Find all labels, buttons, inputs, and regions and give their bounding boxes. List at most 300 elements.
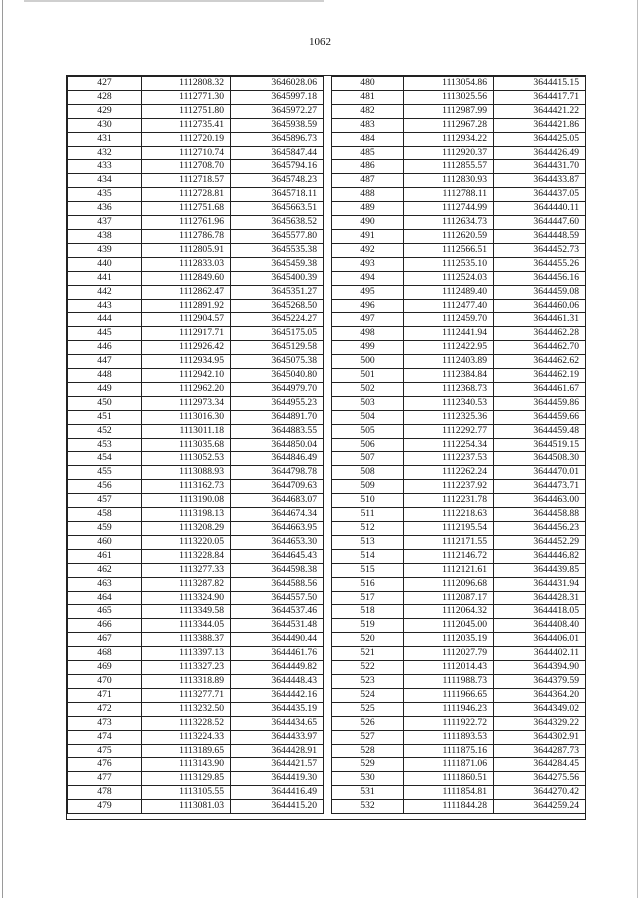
x-coordinate-cell: 1113277.71 [142,688,231,702]
table-row [68,174,324,188]
x-coordinate-cell: 1113287.82 [142,577,231,591]
table-row [68,786,324,800]
y-coordinate-cell: 3644891.70 [231,410,324,424]
x-coordinate-cell: 1113088.93 [142,466,231,480]
y-coordinate-cell: 3644709.63 [231,480,324,494]
point-number-cell: 507 [332,452,404,466]
y-coordinate-cell: 3644462.19 [494,369,586,383]
y-coordinate-cell: 3644446.82 [494,549,586,563]
point-number-cell: 514 [332,549,404,563]
x-coordinate-cell: 1112231.78 [404,494,494,508]
y-coordinate-cell: 3644284.45 [494,758,586,772]
y-coordinate-cell: 3644598.38 [231,563,324,577]
x-coordinate-cell: 1111871.06 [404,758,494,772]
point-number-cell: 443 [68,299,142,313]
x-coordinate-cell: 1111922.72 [404,716,494,730]
y-coordinate-cell: 3644462.28 [494,327,586,341]
y-coordinate-cell: 3645997.18 [231,90,324,104]
x-coordinate-cell: 1112340.53 [404,396,494,410]
point-number-cell: 480 [332,77,404,91]
x-coordinate-cell: 1111844.28 [404,800,494,814]
point-number-cell: 481 [332,90,404,104]
point-number-cell: 477 [68,772,142,786]
y-coordinate-cell: 3644408.40 [494,619,586,633]
table-row [68,674,324,688]
table-row [68,758,324,772]
y-coordinate-cell: 3644452.73 [494,243,586,257]
x-coordinate-cell: 1112962.20 [142,382,231,396]
x-coordinate-cell: 1113228.84 [142,549,231,563]
y-coordinate-cell: 3644394.90 [494,661,586,675]
y-coordinate-cell: 3644456.16 [494,271,586,285]
y-coordinate-cell: 3644674.34 [231,508,324,522]
point-number-cell: 524 [332,688,404,702]
x-coordinate-cell: 1112237.53 [404,452,494,466]
x-coordinate-cell: 1112710.74 [142,146,231,160]
table-row [332,619,586,633]
x-coordinate-cell: 1112855.57 [404,160,494,174]
point-number-cell: 513 [332,535,404,549]
x-coordinate-cell: 1113318.89 [142,674,231,688]
y-coordinate-cell: 3644440.11 [494,202,586,216]
table-row [332,243,586,257]
y-coordinate-cell: 3645224.27 [231,313,324,327]
table-row [332,118,586,132]
x-coordinate-cell: 1111988.73 [404,674,494,688]
point-number-cell: 463 [68,577,142,591]
point-number-cell: 461 [68,549,142,563]
x-coordinate-cell: 1113011.18 [142,424,231,438]
y-coordinate-cell: 3644458.88 [494,508,586,522]
table-row [68,202,324,216]
table-row [332,758,586,772]
point-number-cell: 435 [68,188,142,202]
x-coordinate-cell: 1113198.13 [142,508,231,522]
point-number-cell: 472 [68,702,142,716]
point-number-cell: 451 [68,410,142,424]
x-coordinate-cell: 1112014.43 [404,661,494,675]
y-coordinate-cell: 3644461.67 [494,382,586,396]
x-coordinate-cell: 1111966.65 [404,688,494,702]
y-coordinate-cell: 3644448.43 [231,674,324,688]
x-coordinate-cell: 1113232.50 [142,702,231,716]
x-coordinate-cell: 1113344.05 [142,619,231,633]
y-coordinate-cell: 3644519.15 [494,438,586,452]
x-coordinate-cell: 1112195.54 [404,522,494,536]
x-coordinate-cell: 1113397.13 [142,647,231,661]
table-row [68,661,324,675]
table-row [68,327,324,341]
x-coordinate-cell: 1112833.03 [142,257,231,271]
x-coordinate-cell: 1113081.03 [142,800,231,814]
table-row [332,341,586,355]
point-number-cell: 531 [332,786,404,800]
table-row [68,744,324,758]
x-coordinate-cell: 1112920.37 [404,146,494,160]
point-number-cell: 447 [68,355,142,369]
y-coordinate-cell: 3644415.20 [231,800,324,814]
coordinates-table-left [67,76,324,814]
point-number-cell: 501 [332,369,404,383]
x-coordinate-cell: 1111875.16 [404,744,494,758]
table-row [68,549,324,563]
table-row [332,744,586,758]
x-coordinate-cell: 1113016.30 [142,410,231,424]
table-row [332,716,586,730]
point-number-cell: 505 [332,424,404,438]
x-coordinate-cell: 1113228.52 [142,716,231,730]
y-coordinate-cell: 3644462.70 [494,341,586,355]
x-coordinate-cell: 1112489.40 [404,285,494,299]
y-coordinate-cell: 3645075.38 [231,355,324,369]
y-coordinate-cell: 3644421.86 [494,118,586,132]
y-coordinate-cell: 3645748.23 [231,174,324,188]
x-coordinate-cell: 1112535.10 [404,257,494,271]
scan-edge-left [2,0,3,898]
x-coordinate-cell: 1111860.51 [404,772,494,786]
y-coordinate-cell: 3644417.71 [494,90,586,104]
table-row [332,647,586,661]
table-row [332,452,586,466]
x-coordinate-cell: 1112403.89 [404,355,494,369]
point-number-cell: 478 [68,786,142,800]
y-coordinate-cell: 3644508.30 [494,452,586,466]
y-coordinate-cell: 3644683.07 [231,494,324,508]
x-coordinate-cell: 1112087.17 [404,591,494,605]
point-number-cell: 440 [68,257,142,271]
table-row [68,730,324,744]
point-number-cell: 508 [332,466,404,480]
point-number-cell: 456 [68,480,142,494]
y-coordinate-cell: 3645718.11 [231,188,324,202]
point-number-cell: 445 [68,327,142,341]
coordinates-table-right [331,76,586,814]
point-number-cell: 515 [332,563,404,577]
point-number-cell: 469 [68,661,142,675]
point-number-cell: 516 [332,577,404,591]
point-number-cell: 510 [332,494,404,508]
point-number-cell: 433 [68,160,142,174]
x-coordinate-cell: 1112121.61 [404,563,494,577]
point-number-cell: 436 [68,202,142,216]
table-row [332,772,586,786]
point-number-cell: 459 [68,522,142,536]
x-coordinate-cell: 1112942.10 [142,369,231,383]
y-coordinate-cell: 3644406.01 [494,633,586,647]
x-coordinate-cell: 1112805.91 [142,243,231,257]
y-coordinate-cell: 3644287.73 [494,744,586,758]
point-number-cell: 504 [332,410,404,424]
x-coordinate-cell: 1112904.57 [142,313,231,327]
point-number-cell: 522 [332,661,404,675]
y-coordinate-cell: 3644402.11 [494,647,586,661]
x-coordinate-cell: 1112926.42 [142,341,231,355]
point-number-cell: 458 [68,508,142,522]
point-number-cell: 485 [332,146,404,160]
point-number-cell: 479 [68,800,142,814]
point-number-cell: 439 [68,243,142,257]
point-number-cell: 525 [332,702,404,716]
x-coordinate-cell: 1112237.92 [404,480,494,494]
point-number-cell: 518 [332,605,404,619]
x-coordinate-cell: 1112830.93 [404,174,494,188]
y-coordinate-cell: 3645175.05 [231,327,324,341]
y-coordinate-cell: 3645577.80 [231,229,324,243]
x-coordinate-cell: 1112934.22 [404,132,494,146]
x-coordinate-cell: 1113052.53 [142,452,231,466]
table-row [332,77,586,91]
y-coordinate-cell: 3644259.24 [494,800,586,814]
table-row [332,786,586,800]
y-coordinate-cell: 3644490.44 [231,633,324,647]
x-coordinate-cell: 1112934.95 [142,355,231,369]
table-row [68,633,324,647]
x-coordinate-cell: 1112477.40 [404,299,494,313]
table-row [68,591,324,605]
y-coordinate-cell: 3644437.05 [494,188,586,202]
table-row [68,410,324,424]
table-row [332,369,586,383]
y-coordinate-cell: 3644418.05 [494,605,586,619]
point-number-cell: 489 [332,202,404,216]
y-coordinate-cell: 3645459.38 [231,257,324,271]
point-number-cell: 520 [332,633,404,647]
table-row [332,90,586,104]
table-row [332,494,586,508]
y-coordinate-cell: 3644798.78 [231,466,324,480]
y-coordinate-cell: 3644442.16 [231,688,324,702]
table-row [332,132,586,146]
x-coordinate-cell: 1112027.79 [404,647,494,661]
table-row [332,229,586,243]
point-number-cell: 473 [68,716,142,730]
x-coordinate-cell: 1112735.41 [142,118,231,132]
x-coordinate-cell: 1113143.90 [142,758,231,772]
table-row [68,772,324,786]
x-coordinate-cell: 1112891.92 [142,299,231,313]
y-coordinate-cell: 3644416.49 [231,786,324,800]
scan-mark-top [24,0,324,2]
point-number-cell: 523 [332,674,404,688]
point-number-cell: 449 [68,382,142,396]
y-coordinate-cell: 3644270.42 [494,786,586,800]
x-coordinate-cell: 1112987.99 [404,104,494,118]
table-row [332,633,586,647]
point-number-cell: 511 [332,508,404,522]
table-row [332,285,586,299]
y-coordinate-cell: 3644653.30 [231,535,324,549]
y-coordinate-cell: 3645972.27 [231,104,324,118]
table-row [332,104,586,118]
table-row [332,674,586,688]
point-number-cell: 517 [332,591,404,605]
x-coordinate-cell: 1112292.77 [404,424,494,438]
y-coordinate-cell: 3644979.70 [231,382,324,396]
y-coordinate-cell: 3645535.38 [231,243,324,257]
point-number-cell: 499 [332,341,404,355]
scan-edge-right [637,0,638,898]
point-number-cell: 457 [68,494,142,508]
y-coordinate-cell: 3644431.70 [494,160,586,174]
point-number-cell: 437 [68,216,142,230]
table-row [68,716,324,730]
y-coordinate-cell: 3644557.50 [231,591,324,605]
point-number-cell: 476 [68,758,142,772]
y-coordinate-cell: 3644275.56 [494,772,586,786]
table-row [68,77,324,91]
y-coordinate-cell: 3644421.57 [231,758,324,772]
table-row [332,382,586,396]
point-number-cell: 474 [68,730,142,744]
table-row [68,702,324,716]
x-coordinate-cell: 1112064.32 [404,605,494,619]
x-coordinate-cell: 1112325.36 [404,410,494,424]
table-row [68,438,324,452]
table-row [332,299,586,313]
point-number-cell: 468 [68,647,142,661]
table-row [332,591,586,605]
x-coordinate-cell: 1113189.65 [142,744,231,758]
table-row [68,508,324,522]
x-coordinate-cell: 1112524.03 [404,271,494,285]
x-coordinate-cell: 1113224.33 [142,730,231,744]
point-number-cell: 462 [68,563,142,577]
x-coordinate-cell: 1112146.72 [404,549,494,563]
table-row [332,327,586,341]
table-row [332,605,586,619]
point-number-cell: 502 [332,382,404,396]
table-row [68,160,324,174]
table-row [332,257,586,271]
y-coordinate-cell: 3644329.22 [494,716,586,730]
table-row [332,577,586,591]
x-coordinate-cell: 1113129.85 [142,772,231,786]
point-number-cell: 460 [68,535,142,549]
y-coordinate-cell: 3645351.27 [231,285,324,299]
point-number-cell: 506 [332,438,404,452]
point-number-cell: 428 [68,90,142,104]
point-number-cell: 455 [68,466,142,480]
table-row [332,661,586,675]
y-coordinate-cell: 3644883.55 [231,424,324,438]
point-number-cell: 432 [68,146,142,160]
y-coordinate-cell: 3645400.39 [231,271,324,285]
table-row [332,480,586,494]
y-coordinate-cell: 3644461.31 [494,313,586,327]
y-coordinate-cell: 3644459.86 [494,396,586,410]
table-row [332,466,586,480]
point-number-cell: 438 [68,229,142,243]
table-row [68,243,324,257]
y-coordinate-cell: 3644421.22 [494,104,586,118]
y-coordinate-cell: 3644433.87 [494,174,586,188]
point-number-cell: 526 [332,716,404,730]
table-row [68,522,324,536]
x-coordinate-cell: 1112718.57 [142,174,231,188]
y-coordinate-cell: 3645663.51 [231,202,324,216]
table-row [68,313,324,327]
x-coordinate-cell: 1112849.60 [142,271,231,285]
y-coordinate-cell: 3644449.82 [231,661,324,675]
point-number-cell: 500 [332,355,404,369]
point-number-cell: 450 [68,396,142,410]
point-number-cell: 503 [332,396,404,410]
table-row [68,466,324,480]
x-coordinate-cell: 1112728.81 [142,188,231,202]
x-coordinate-cell: 1112620.59 [404,229,494,243]
y-coordinate-cell: 3644531.48 [231,619,324,633]
x-coordinate-cell: 1112566.51 [404,243,494,257]
x-coordinate-cell: 1112973.34 [142,396,231,410]
table-row [68,285,324,299]
y-coordinate-cell: 3644426.49 [494,146,586,160]
x-coordinate-cell: 1112967.28 [404,118,494,132]
x-coordinate-cell: 1112459.70 [404,313,494,327]
x-coordinate-cell: 1112096.68 [404,577,494,591]
y-coordinate-cell: 3644645.43 [231,549,324,563]
y-coordinate-cell: 3644470.01 [494,466,586,480]
table-row [68,577,324,591]
x-coordinate-cell: 1112788.11 [404,188,494,202]
point-number-cell: 512 [332,522,404,536]
x-coordinate-cell: 1113162.73 [142,480,231,494]
table-row [332,508,586,522]
point-number-cell: 495 [332,285,404,299]
y-coordinate-cell: 3644955.23 [231,396,324,410]
y-coordinate-cell: 3644364.20 [494,688,586,702]
y-coordinate-cell: 3644588.56 [231,577,324,591]
table-row [68,688,324,702]
table-row [332,216,586,230]
y-coordinate-cell: 3644456.23 [494,522,586,536]
point-number-cell: 464 [68,591,142,605]
table-row [68,188,324,202]
table-row [68,605,324,619]
y-coordinate-cell: 3644459.08 [494,285,586,299]
y-coordinate-cell: 3644448.59 [494,229,586,243]
table-row [332,313,586,327]
y-coordinate-cell: 3644537.46 [231,605,324,619]
x-coordinate-cell: 1113277.33 [142,563,231,577]
point-number-cell: 532 [332,800,404,814]
y-coordinate-cell: 3644434.65 [231,716,324,730]
y-coordinate-cell: 3644663.95 [231,522,324,536]
point-number-cell: 483 [332,118,404,132]
table-row [68,452,324,466]
table-row [332,563,586,577]
table-row [332,146,586,160]
point-number-cell: 498 [332,327,404,341]
table-row [332,410,586,424]
y-coordinate-cell: 3645847.44 [231,146,324,160]
x-coordinate-cell: 1112384.84 [404,369,494,383]
y-coordinate-cell: 3644425.05 [494,132,586,146]
point-number-cell: 492 [332,243,404,257]
y-coordinate-cell: 3644452.29 [494,535,586,549]
x-coordinate-cell: 1112751.68 [142,202,231,216]
table-row [332,202,586,216]
table-row [332,355,586,369]
y-coordinate-cell: 3645129.58 [231,341,324,355]
x-coordinate-cell: 1111946.23 [404,702,494,716]
table-row [68,535,324,549]
y-coordinate-cell: 3644431.94 [494,577,586,591]
y-coordinate-cell: 3644439.85 [494,563,586,577]
x-coordinate-cell: 1112045.00 [404,619,494,633]
point-number-cell: 429 [68,104,142,118]
table-row [68,104,324,118]
y-coordinate-cell: 3644459.66 [494,410,586,424]
